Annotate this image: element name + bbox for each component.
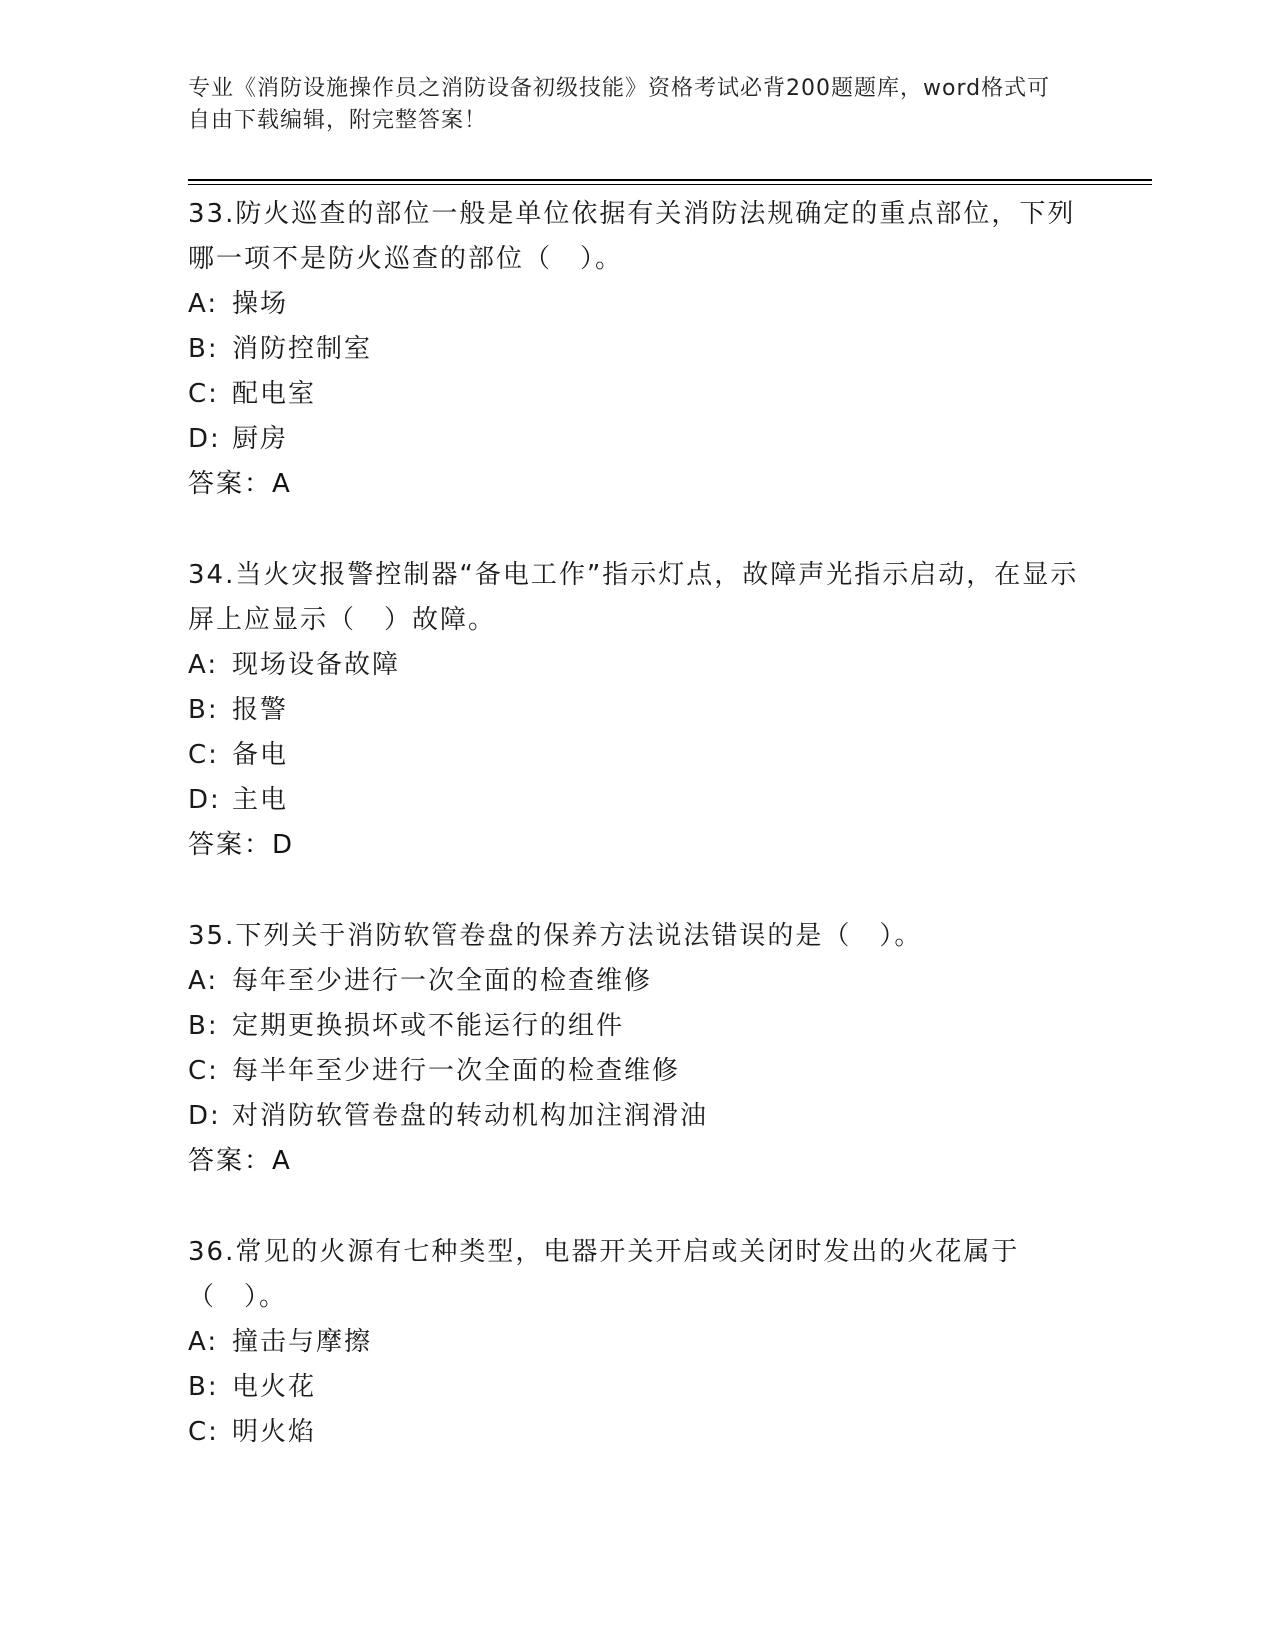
header-divider-thick: [188, 179, 1152, 181]
option-b: [188, 327, 1088, 372]
option-key: B:: [188, 695, 219, 725]
option-text: 每半年至少进行一次全面的检查维修: [232, 1056, 681, 1086]
option-key: C:: [188, 1056, 219, 1086]
option-key: A:: [188, 966, 219, 996]
option-key: A:: [188, 1327, 219, 1357]
question-list: [188, 192, 1088, 1501]
option-a: [188, 282, 1088, 327]
question-text: 35.下列关于消防软管卷盘的保养方法说法错误的是（ ）。: [188, 921, 923, 951]
option-key: D:: [188, 424, 221, 454]
option-text: 操场: [232, 289, 289, 319]
option-text: 备电: [232, 740, 289, 770]
option-d: [188, 417, 1088, 462]
option-c: [188, 372, 1088, 417]
option-d: [188, 1094, 1088, 1139]
answer-line: 答案：A: [188, 469, 292, 499]
option-text: 撞击与摩擦: [232, 1327, 373, 1357]
option-c: [188, 1410, 1088, 1455]
option-text: 现场设备故障: [232, 650, 401, 680]
option-a: [188, 1320, 1088, 1365]
question-36: [188, 1230, 1088, 1455]
question-35: [188, 914, 1088, 1184]
option-text: 主电: [232, 785, 289, 815]
option-text: 对消防软管卷盘的转动机构加注润滑油: [232, 1101, 709, 1131]
option-key: C:: [188, 1417, 219, 1447]
option-key: D:: [188, 1101, 221, 1131]
option-key: B:: [188, 334, 219, 364]
option-c: [188, 733, 1088, 778]
option-b: [188, 1004, 1088, 1049]
option-text: 明火焰: [232, 1417, 317, 1447]
option-text: 定期更换损坏或不能运行的组件: [232, 1011, 625, 1041]
option-text: 消防控制室: [232, 334, 373, 364]
question-text: 33.防火巡查的部位一般是单位依据有关消防法规确定的重点部位，下列哪一项不是防火巡查的部位（ ）。: [188, 199, 1076, 274]
option-key: C:: [188, 379, 219, 409]
option-text: 每年至少进行一次全面的检查维修: [232, 966, 653, 996]
question-34: [188, 553, 1088, 868]
option-text: 厨房: [232, 424, 289, 454]
option-text: 电火花: [232, 1372, 317, 1402]
header-divider-thin: [188, 184, 1152, 185]
option-key: A:: [188, 650, 219, 680]
option-c: [188, 1049, 1088, 1094]
option-b: [188, 688, 1088, 733]
option-key: B:: [188, 1372, 219, 1402]
option-a: [188, 643, 1088, 688]
document-header: 专业《消防设施操作员之消防设备初级技能》资格考试必背200题题库，word格式可自由下载编辑，附完整答案！: [188, 76, 1051, 133]
option-key: C:: [188, 740, 219, 770]
option-b: [188, 1365, 1088, 1410]
option-text: 报警: [232, 695, 289, 725]
question-33: [188, 192, 1088, 507]
option-a: [188, 959, 1088, 1004]
option-key: D:: [188, 785, 221, 815]
answer-line: 答案：A: [188, 1146, 292, 1176]
option-key: B:: [188, 1011, 219, 1041]
option-key: A:: [188, 289, 219, 319]
option-text: 配电室: [232, 379, 317, 409]
question-text: 34.当火灾报警控制器“备电工作”指示灯点，故障声光指示启动，在显示屏上应显示（ ）故障。: [188, 560, 1079, 635]
answer-line: 答案：D: [188, 830, 295, 860]
option-d: [188, 778, 1088, 823]
question-text: 36.常见的火源有七种类型，电器开关开启或关闭时发出的火花属于（ ）。: [188, 1237, 1020, 1312]
